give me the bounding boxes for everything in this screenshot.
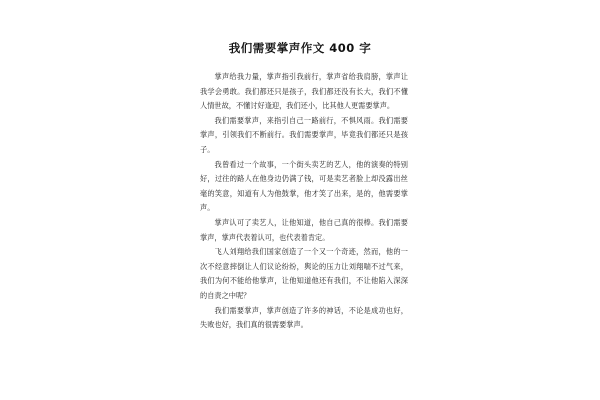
paragraph: 掌声给我力量，掌声指引我前行，掌声省给我肩膀，掌声让我学会勇敢。我们都还只是孩子，我们都还没有长大，我们不懂人情世故，不懂讨好逢迎，我们还小，比其他人更需要掌声。 bbox=[200, 72, 408, 111]
paragraph: 我曾看过一个故事，一个街头卖艺的艺人，他的演奏的特别好，过往的路人在他身边仍满了钱，可是卖艺者脸上却没露出丝毫的笑意，知道有人为他鼓掌，他才笑了出来，是的，他需要掌声。 bbox=[200, 159, 408, 213]
article-body bbox=[200, 70, 408, 333]
paragraph: 掌声认可了卖艺人，让他知道，他自己真的很棒。我们需要掌声，掌声代表着认可，也代表着肯定。 bbox=[200, 217, 408, 242]
paragraph: 我们需要掌声，来指引自己一路前行，不惧风雨。我们需要掌声，引领我们不断前行。我们需要掌声，毕竟我们都还只是孩子。 bbox=[200, 115, 408, 154]
paragraph: 飞人刘翔给我们国家创造了一个又一个奇迹，然而，他的一次不经意摔倒让人们议论纷纷，舆论的压力让刘翔喘不过气来，我们为何不能给他掌声，让他知道他还有我们，不让他陷入深深的自责之中呢？ bbox=[200, 247, 408, 300]
paragraph: 我们需要掌声，掌声创造了许多的神话，不论是成功也好，失败也好，我们真的很需要掌声。 bbox=[200, 305, 408, 330]
page-title: 我们需要掌声作文 400 字 bbox=[228, 41, 372, 55]
